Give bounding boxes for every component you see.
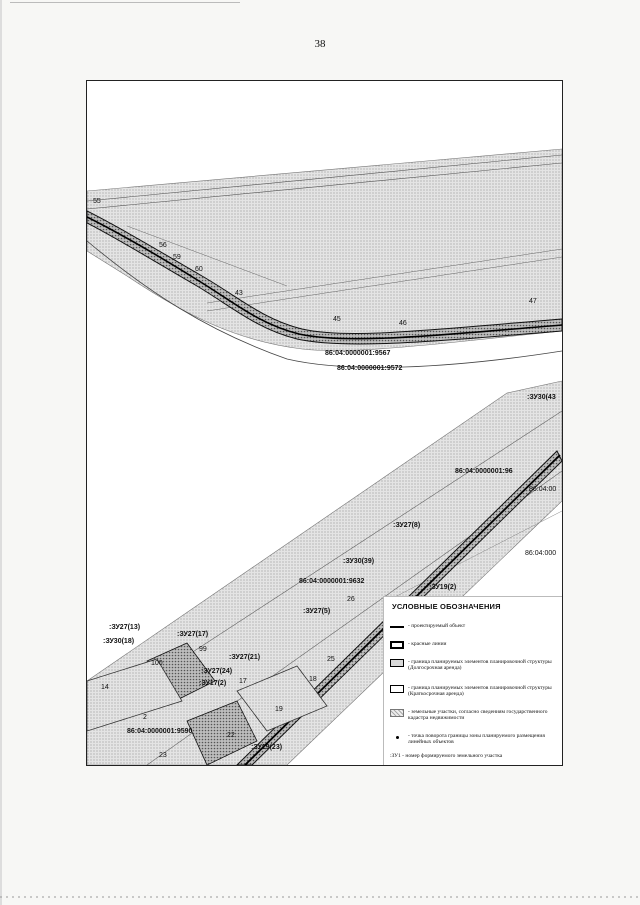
top-map-hatched-area [87,149,562,351]
bottom-map-label: :ЗУ27(5) [303,608,331,615]
top-map-label: 59 [173,254,181,261]
legend-swatch-red-lines [390,641,404,649]
bottom-map-point-label: 23 [159,752,167,759]
legend-swatch-point [390,733,404,741]
top-map-label: 55 [93,198,101,205]
legend-swatch-land-plots [390,709,404,717]
bottom-map-label: :ЗУ17(2) [199,680,227,687]
bottom-map-label: :ЗУ30(18) [103,638,135,645]
legend-item-land-plots [390,709,558,722]
top-map-label: 56 [159,242,167,249]
bottom-map-point-label: 100 [151,660,163,667]
top-map-label: 47 [529,298,537,305]
bottom-map-label: :ЗУ27(8) [393,522,421,529]
legend-item-prefix: :ЗУ1 [390,753,401,759]
legend-item-text: - точка поворота границы зоны планируемого размещения линейных объектов [408,733,545,746]
top-map-cadastral-label: 86:04:0000001:9567 [325,350,391,357]
top-map-cadastral-label: 86:04:0000001:9572 [337,365,403,372]
bottom-map-label: :ЗУ27(24) [201,668,233,675]
top-map-label: 46 [399,320,407,327]
legend-item-text: - красные линии [408,641,447,647]
bottom-map-cadastral-label: 86:04:0000001:96 [455,468,513,475]
legend-item-text: - номер формируемого земельного участка [402,753,503,759]
bottom-map-cadastral-label: 86:04:0000001:9632 [299,578,365,585]
bottom-map-label: :ЗУ27(21) [229,654,261,661]
bottom-map-cadastral-label: 86:04:00 [529,486,557,493]
page-number: 38 [314,38,326,50]
legend-item-text: - земельные участки, согласно сведениям государственного кадастра недвижимости [408,709,548,722]
bottom-map-point-label: 18 [309,676,317,683]
legend-item-short-term-lease [390,685,558,698]
bottom-map-point-label: 17 [239,678,247,685]
bottom-map-label: :ЗУ27(13) [109,624,141,631]
bottom-map-point-label: 14 [101,684,109,691]
legend-title: УСЛОВНЫЕ ОБОЗНАЧЕНИЯ [392,602,501,611]
legend [383,596,563,766]
bottom-map-label: :ЗУ19(23) [251,744,283,751]
top-map [87,149,562,372]
scan-bottom-edge [0,896,640,898]
legend-item-red-lines [390,641,558,649]
legend-item-text: - граница планируемых элементов планировочной структуры (Долгосрочная аренда) [408,659,552,672]
bottom-map-label: :ЗУ27(17) [177,631,209,638]
legend-item-text: - граница планируемых элементов планировочной структуры (Краткосрочная аренда) [408,685,552,698]
scan-edge-line [0,0,2,905]
bottom-map-label: :ЗУ30(39) [343,558,375,565]
top-map-label: 45 [333,316,341,323]
legend-swatch-short-term [390,685,404,693]
bottom-map-point-label: 22 [227,732,235,739]
map-frame [86,80,563,766]
bottom-map-point-label: 25 [327,656,335,663]
legend-item-projected-object [390,623,558,629]
legend-item-plot-number [390,753,560,759]
legend-item-text: - проектируемый объект [408,623,466,629]
bottom-map-cadastral-label: 86:04:000 [525,550,557,557]
bottom-map-point-label: 99 [199,646,207,653]
bottom-map-label: :ЗУ30(43 [527,394,556,401]
bottom-map-point-label: 2 [143,714,147,721]
legend-item-long-term-lease [390,659,558,672]
legend-item-text [390,753,560,759]
legend-swatch-long-term [390,659,404,667]
bottom-map-cadastral-label: 86:04:0000001:9590 [127,728,193,735]
legend-item-turn-point [390,733,558,746]
bottom-map-point-label: 26 [347,596,355,603]
legend-swatch-line [390,623,404,628]
top-map-label: 43 [235,290,243,297]
scan-top-mark [10,2,240,3]
top-map-label: 60 [195,266,203,273]
bottom-map-point-label: 19 [275,706,283,713]
bottom-map-label: :ЗУ19(2) [429,584,457,591]
